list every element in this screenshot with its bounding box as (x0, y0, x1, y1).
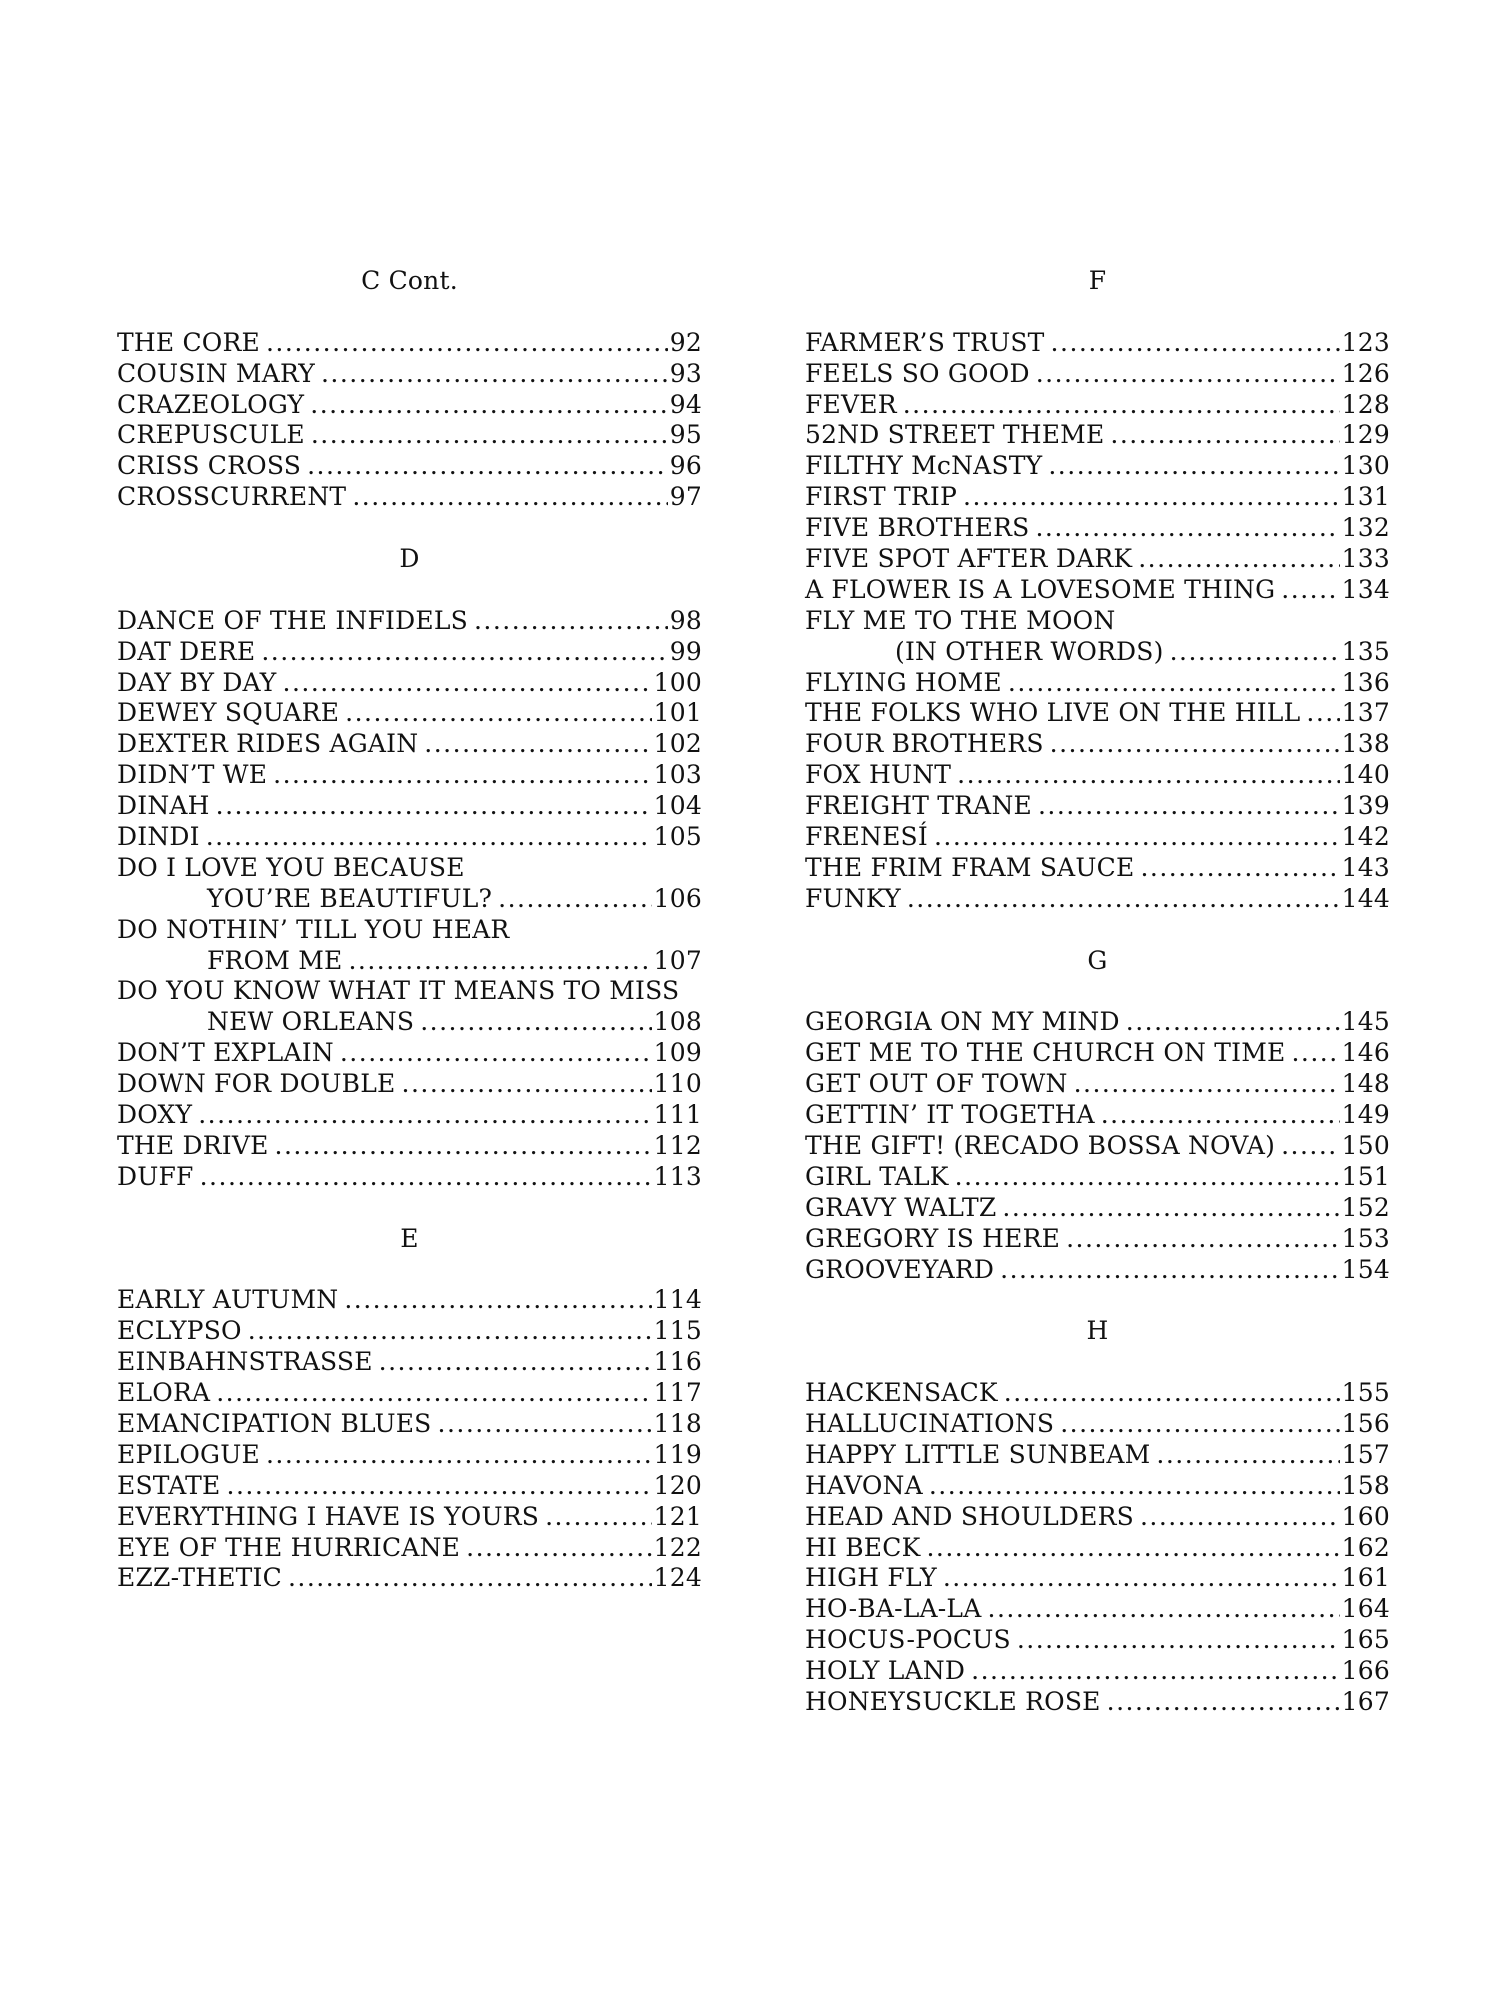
entry-page-number: 100 (653, 667, 702, 697)
entry-title: HALLUCINATIONS (805, 1408, 1055, 1438)
dot-leader (340, 1038, 652, 1069)
index-entry (117, 946, 702, 977)
entry-title: DINDI (117, 822, 200, 852)
entry-title: DOWN FOR DOUBLE (117, 1069, 396, 1099)
dot-leader (545, 1502, 652, 1533)
section-heading: H (1086, 1316, 1109, 1346)
entry-title: FLYING HOME (805, 667, 1002, 697)
entry-page-number: 142 (1341, 822, 1390, 852)
index-entry (117, 359, 702, 390)
index-entry (117, 1471, 702, 1502)
entry-page-number: 128 (1341, 389, 1390, 419)
index-entry (117, 1316, 702, 1347)
entry-page-number: 156 (1341, 1408, 1390, 1438)
dot-leader (420, 1007, 651, 1038)
index-entry (805, 1255, 1390, 1286)
dot-leader (903, 390, 1340, 421)
entry-title: THE FOLKS WHO LIVE ON THE HILL (805, 698, 1301, 728)
dot-leader (1107, 1687, 1340, 1718)
dot-leader (352, 482, 667, 513)
entry-title: EINBAHNSTRASSE (117, 1347, 373, 1377)
section-heading: C Cont. (361, 266, 458, 295)
dot-leader (934, 822, 1340, 853)
entry-title: HIGH FLY (805, 1563, 937, 1593)
dot-leader (1051, 328, 1340, 359)
index-section (805, 1316, 1390, 1718)
entry-page-number: 121 (653, 1501, 702, 1531)
dot-leader (963, 482, 1340, 513)
index-entry (117, 1533, 702, 1564)
entry-page-number: 109 (653, 1038, 702, 1068)
index-entry (805, 1038, 1390, 1069)
entry-title: CREPUSCULE (117, 420, 305, 450)
entry-page-number: 110 (653, 1069, 702, 1099)
index-entry (805, 1193, 1390, 1224)
dot-leader (288, 1563, 652, 1594)
index-entry (117, 729, 702, 760)
dot-leader (216, 791, 652, 822)
entry-title: CROSSCURRENT (117, 482, 347, 512)
dot-leader (971, 1656, 1340, 1687)
index-entry (805, 1687, 1390, 1718)
entry-title: GETTIN’ IT TOGETHA (805, 1100, 1095, 1130)
dot-leader (988, 1594, 1340, 1625)
entry-page-number: 103 (653, 760, 702, 790)
dot-leader (1060, 1409, 1339, 1440)
entry-page-number: 116 (653, 1347, 702, 1377)
entry-page-number: 105 (653, 822, 702, 852)
entry-title: FARMER’S TRUST (805, 327, 1045, 357)
index-entry (117, 1563, 702, 1594)
entry-page-number: 160 (1341, 1501, 1390, 1531)
entry-title: FREIGHT TRANE (805, 791, 1032, 821)
index-section (117, 544, 702, 1193)
index-entry (805, 884, 1390, 915)
entry-title: THE FRIM FRAM SAUCE (805, 852, 1135, 882)
dot-leader (1017, 1625, 1340, 1656)
dot-leader (1110, 420, 1339, 451)
entry-title: ECLYPSO (117, 1316, 242, 1346)
index-entry (805, 1069, 1390, 1100)
section-heading: F (1088, 266, 1107, 295)
entry-title: 52ND STREET THEME (805, 420, 1105, 450)
entry-title: FUNKY (805, 883, 901, 913)
entry-page-number: 97 (669, 482, 702, 512)
index-entry (117, 637, 702, 668)
index-entry (805, 1625, 1390, 1656)
dot-leader (261, 637, 667, 668)
index-entry (805, 668, 1390, 699)
index-entry (117, 760, 702, 791)
dot-leader (1035, 513, 1339, 544)
entry-title: HOCUS-POCUS (805, 1625, 1011, 1655)
dot-leader (311, 420, 668, 451)
index-entry (117, 482, 702, 513)
entry-title: ESTATE (117, 1470, 221, 1500)
index-entry (805, 575, 1390, 606)
entry-title: NEW ORLEANS (207, 1007, 415, 1037)
entry-page-number: 149 (1341, 1100, 1390, 1130)
index-column-left (117, 266, 702, 1594)
entry-title: GROOVEYARD (805, 1254, 995, 1284)
entry-page-number: 158 (1341, 1470, 1390, 1500)
dot-leader (1170, 637, 1340, 668)
entry-title: HOLY LAND (805, 1656, 966, 1686)
dot-leader (957, 760, 1340, 791)
entry-page-number: 98 (669, 605, 702, 635)
entry-page-number: 165 (1341, 1625, 1390, 1655)
index-entry (805, 1533, 1390, 1564)
entry-title: EPILOGUE (117, 1439, 260, 1469)
entry-page-number: 124 (653, 1563, 702, 1593)
index-entry (805, 729, 1390, 760)
section-heading: G (1087, 945, 1108, 975)
index-section (117, 266, 702, 513)
dot-leader (1306, 698, 1339, 729)
entry-title: HO-BA-LA-LA (805, 1594, 982, 1624)
entry-title: GET OUT OF TOWN (805, 1069, 1068, 1099)
entry-page-number: 161 (1341, 1563, 1390, 1593)
entry-page-number: 129 (1341, 420, 1390, 450)
index-entry (117, 1131, 702, 1162)
entry-title: DOXY (117, 1100, 193, 1130)
entry-page-number: 96 (669, 451, 702, 481)
dot-leader (1036, 359, 1340, 390)
dot-leader (248, 1316, 652, 1347)
dot-leader (310, 390, 668, 421)
dot-leader (344, 1285, 651, 1316)
entry-title: FILTHY McNASTY (805, 451, 1043, 481)
entry-page-number: 143 (1341, 852, 1390, 882)
dot-leader (348, 946, 651, 977)
dot-leader (1126, 1007, 1340, 1038)
dot-leader (200, 1162, 652, 1193)
dot-leader (283, 668, 652, 699)
entry-page-number: 115 (653, 1316, 702, 1346)
dot-leader (345, 698, 652, 729)
index-entry (805, 1224, 1390, 1255)
entry-page-number: 154 (1341, 1254, 1390, 1284)
dot-leader (1156, 1440, 1339, 1471)
index-entry (805, 513, 1390, 544)
entry-title: HAVONA (805, 1470, 923, 1500)
dot-leader (907, 884, 1340, 915)
entry-page-number: 167 (1341, 1686, 1390, 1716)
index-entry (805, 1594, 1390, 1625)
index-entry (117, 1038, 702, 1069)
dot-leader (1002, 1193, 1339, 1224)
entry-page-number: 132 (1341, 513, 1390, 543)
entry-title: DUFF (117, 1161, 194, 1191)
index-entry (805, 359, 1390, 390)
entry-title: HACKENSACK (805, 1378, 998, 1408)
dot-leader (1038, 791, 1340, 822)
entry-page-number: 119 (653, 1439, 702, 1469)
index-entry (117, 1162, 702, 1193)
entry-title: EVERYTHING I HAVE IS YOURS (117, 1501, 540, 1531)
dot-leader (498, 884, 652, 915)
entry-page-number: 131 (1341, 482, 1390, 512)
index-entry (805, 390, 1390, 421)
entry-title: FEVER (805, 389, 897, 419)
entry-page-number: 94 (669, 389, 702, 419)
index-entry (117, 1409, 702, 1440)
entry-title-first-line: DO YOU KNOW WHAT IT MEANS TO MISS (117, 976, 680, 1006)
dot-leader (1140, 1502, 1340, 1533)
index-entry (117, 1502, 702, 1533)
entry-title: FIVE BROTHERS (805, 513, 1030, 543)
index-entry (117, 1069, 702, 1100)
entry-page-number: 135 (1341, 636, 1390, 666)
entry-title: HONEYSUCKLE ROSE (805, 1686, 1101, 1716)
index-entry (805, 1502, 1390, 1533)
section-heading: E (400, 1223, 419, 1253)
entry-page-number: 151 (1341, 1161, 1390, 1191)
index-entry (117, 328, 702, 359)
entry-title-first-line: FLY ME TO THE MOON (805, 605, 1116, 635)
index-entry (117, 420, 702, 451)
entry-page-number: 99 (669, 636, 702, 666)
dot-leader (926, 1533, 1339, 1564)
entry-title: (IN OTHER WORDS) (895, 636, 1164, 666)
index-entry (805, 791, 1390, 822)
index-section (805, 266, 1390, 915)
dot-leader (929, 1471, 1340, 1502)
dot-leader (321, 359, 668, 390)
entry-title: FIRST TRIP (805, 482, 957, 512)
entry-page-number: 114 (653, 1285, 702, 1315)
dot-leader (1008, 668, 1340, 699)
entry-title: DIDN’T WE (117, 760, 268, 790)
dot-leader (1004, 1378, 1340, 1409)
entry-page-number: 148 (1341, 1069, 1390, 1099)
entry-title: THE CORE (117, 327, 260, 357)
index-entry (805, 698, 1390, 729)
index-entry (805, 544, 1390, 575)
entry-page-number: 101 (653, 698, 702, 728)
entry-title: ELORA (117, 1378, 211, 1408)
entry-page-number: 117 (653, 1378, 702, 1408)
entry-page-number: 92 (669, 327, 702, 357)
entry-page-number: 140 (1341, 760, 1390, 790)
index-entry (117, 822, 702, 853)
index-entry (805, 822, 1390, 853)
entry-title: FROM ME (207, 945, 343, 975)
entry-page-number: 146 (1341, 1038, 1390, 1068)
dot-leader (1138, 544, 1339, 575)
entry-title: DEWEY SQUARE (117, 698, 340, 728)
entry-title: DANCE OF THE INFIDELS (117, 605, 468, 635)
index-entry (117, 1378, 702, 1409)
entry-title: THE DRIVE (117, 1130, 269, 1160)
index-entry (805, 1471, 1390, 1502)
index-entry (117, 1440, 702, 1471)
entry-title: COUSIN MARY (117, 358, 315, 388)
dot-leader (424, 729, 651, 760)
dot-leader (402, 1069, 652, 1100)
entry-title: HAPPY LITTLE SUNBEAM (805, 1439, 1151, 1469)
entry-page-number: 102 (653, 729, 702, 759)
entry-page-number: 134 (1341, 574, 1390, 604)
entry-page-number: 120 (653, 1470, 702, 1500)
index-entry (117, 698, 702, 729)
entry-page-number: 164 (1341, 1594, 1390, 1624)
entry-page-number: 104 (653, 791, 702, 821)
entry-page-number: 152 (1341, 1192, 1390, 1222)
entry-title: FOUR BROTHERS (805, 729, 1044, 759)
section-heading: D (399, 544, 420, 574)
index-entry (117, 1285, 702, 1316)
entry-page-number: 122 (653, 1532, 702, 1562)
dot-leader (1281, 575, 1339, 606)
dot-leader (1140, 853, 1339, 884)
entry-title: THE GIFT! (RECADO BOSSA NOVA) (805, 1130, 1276, 1160)
entry-title-first-line: DO I LOVE YOU BECAUSE (117, 852, 465, 882)
index-entry (805, 328, 1390, 359)
dot-leader (266, 328, 668, 359)
entry-page-number: 106 (653, 883, 702, 913)
entry-page-number: 155 (1341, 1378, 1390, 1408)
index-column-right (805, 266, 1390, 1718)
dot-leader (1066, 1224, 1340, 1255)
entry-title: GRAVY WALTZ (805, 1192, 997, 1222)
dot-leader (273, 760, 652, 791)
dot-leader (206, 822, 652, 853)
entry-title: EYE OF THE HURRICANE (117, 1532, 461, 1562)
index-entry (805, 451, 1390, 482)
dot-leader (1074, 1069, 1340, 1100)
index-entry (805, 1409, 1390, 1440)
entry-page-number: 144 (1341, 883, 1390, 913)
entry-title: GIRL TALK (805, 1161, 949, 1191)
dot-leader (307, 451, 668, 482)
entry-page-number: 145 (1341, 1007, 1390, 1037)
index-entry (805, 853, 1390, 884)
index-entry (805, 1378, 1390, 1409)
dot-leader (1101, 1100, 1340, 1131)
entry-title: EMANCIPATION BLUES (117, 1408, 432, 1438)
dot-leader (227, 1471, 652, 1502)
index-entry (805, 1007, 1390, 1038)
index-entry (117, 1347, 702, 1378)
entry-title: EARLY AUTUMN (117, 1285, 339, 1315)
entry-page-number: 166 (1341, 1656, 1390, 1686)
index-entry (117, 668, 702, 699)
entry-title: CRISS CROSS (117, 451, 302, 481)
entry-title: GREGORY IS HERE (805, 1223, 1061, 1253)
entry-title: GET ME TO THE CHURCH ON TIME (805, 1038, 1286, 1068)
entry-page-number: 133 (1341, 544, 1390, 574)
entry-page-number: 95 (669, 420, 702, 450)
entry-page-number: 113 (653, 1161, 702, 1191)
entry-page-number: 108 (653, 1007, 702, 1037)
entry-page-number: 150 (1341, 1130, 1390, 1160)
dot-leader (379, 1347, 652, 1378)
entry-page-number: 137 (1341, 698, 1390, 728)
entry-title: GEORGIA ON MY MIND (805, 1007, 1120, 1037)
entry-title: CRAZEOLOGY (117, 389, 305, 419)
entry-page-number: 93 (669, 358, 702, 388)
entry-title: DEXTER RIDES AGAIN (117, 729, 419, 759)
index-entry (805, 637, 1390, 668)
entry-page-number: 157 (1341, 1439, 1390, 1469)
dot-leader (466, 1533, 652, 1564)
entry-title: FEELS SO GOOD (805, 358, 1030, 388)
dot-leader (216, 1378, 651, 1409)
entry-title: FIVE SPOT AFTER DARK (805, 544, 1133, 574)
entry-title: DINAH (117, 791, 210, 821)
index-entry (805, 482, 1390, 513)
dot-leader (955, 1162, 1340, 1193)
entry-page-number: 136 (1341, 667, 1390, 697)
index-entry (805, 1131, 1390, 1162)
entry-title: YOU’RE BEAUTIFUL? (207, 883, 493, 913)
entry-title-first-line: DO NOTHIN’ TILL YOU HEAR (117, 914, 510, 944)
dot-leader (266, 1440, 652, 1471)
entry-page-number: 107 (653, 945, 702, 975)
index-entry (117, 1100, 702, 1131)
index-entry (805, 1656, 1390, 1687)
entry-page-number: 139 (1341, 791, 1390, 821)
dot-leader (1281, 1131, 1340, 1162)
dot-leader (198, 1100, 651, 1131)
index-entry (805, 1162, 1390, 1193)
entry-title: A FLOWER IS A LOVESOME THING (805, 574, 1276, 604)
dot-leader (474, 606, 668, 637)
entry-page-number: 112 (653, 1130, 702, 1160)
entry-title: DAY BY DAY (117, 667, 277, 697)
index-section (117, 1224, 702, 1595)
entry-page-number: 153 (1341, 1223, 1390, 1253)
entry-page-number: 111 (653, 1100, 702, 1130)
index-entry (117, 451, 702, 482)
index-entry (117, 791, 702, 822)
entry-title: DAT DERE (117, 636, 256, 666)
entry-title: FOX HUNT (805, 760, 952, 790)
dot-leader (275, 1131, 652, 1162)
index-section (805, 946, 1390, 1286)
entry-page-number: 138 (1341, 729, 1390, 759)
entry-page-number: 162 (1341, 1532, 1390, 1562)
index-entry (805, 760, 1390, 791)
entry-title: DON’T EXPLAIN (117, 1038, 334, 1068)
entry-title: EZZ-THETIC (117, 1563, 282, 1593)
entry-title: HI BECK (805, 1532, 921, 1562)
entry-page-number: 130 (1341, 451, 1390, 481)
entry-page-number: 118 (653, 1408, 702, 1438)
entry-title: FRENESÍ (805, 822, 928, 852)
index-entry (117, 1007, 702, 1038)
entry-title: HEAD AND SHOULDERS (805, 1501, 1134, 1531)
dot-leader (943, 1563, 1340, 1594)
dot-leader (1291, 1038, 1339, 1069)
index-entry (117, 390, 702, 421)
index-entry (117, 884, 702, 915)
index-entry (805, 1563, 1390, 1594)
dot-leader (438, 1409, 652, 1440)
index-entry (805, 1100, 1390, 1131)
index-entry (117, 606, 702, 637)
entry-page-number: 126 (1341, 358, 1390, 388)
index-entry (805, 1440, 1390, 1471)
entry-page-number: 123 (1341, 327, 1390, 357)
dot-leader (1048, 451, 1339, 482)
dot-leader (1000, 1255, 1340, 1286)
index-entry (805, 420, 1390, 451)
dot-leader (1050, 729, 1340, 760)
